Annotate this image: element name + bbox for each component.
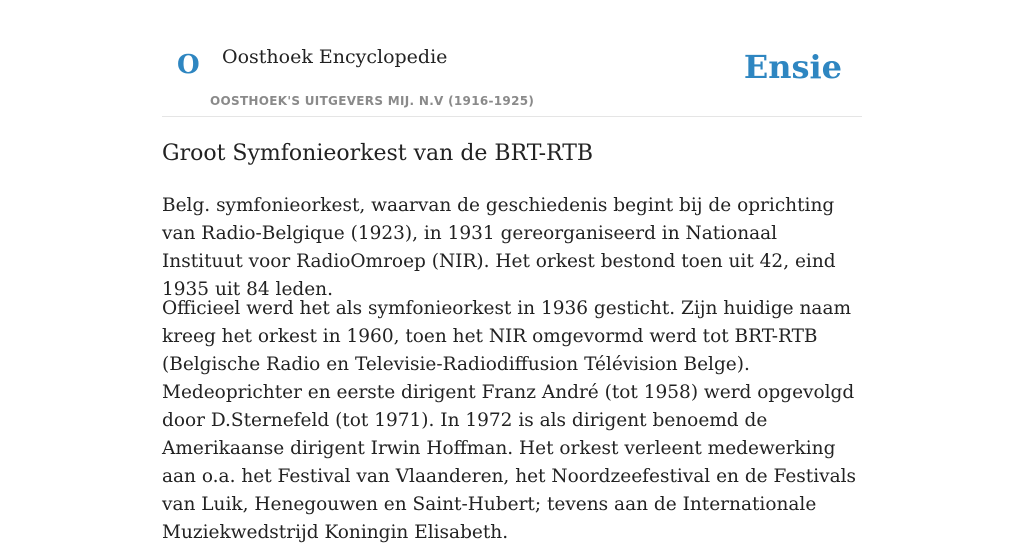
book-header	[162, 0, 862, 117]
book-title[interactable]: Oosthoek Encyclopedie	[222, 46, 448, 68]
article-paragraph-2: Officieel werd het als symfonieorkest in 1936 gesticht. Zijn huidige naam kreeg het orkest in 1960, toen het NIR omgevormd werd tot BRT-RTB (Belgische Radio en Televisie-Radiodiffusion Télévision Belge). Medeoprichter en eerste dirigent Franz André (tot 1958) werd opgevolgd door D.Sternefeld (tot 1971). In 1972 is als dirigent benoemd de Amerikaanse dirigent Irwin Hoffman. Het orkest verleent medewerking aan o.a. het Festival van Vlaanderen, het Noordzeefestival en de Festivals van Luik, Henegouwen en Saint-Hubert; tevens aan de Internationale Muziekwedstrijd Koningin Elisabeth.	[162, 298, 857, 543]
ensie-logo-link[interactable]: Ensie	[743, 48, 842, 86]
article-title: Groot Symfonieorkest van de BRT-RTB	[162, 141, 594, 166]
book-logo[interactable]: O	[177, 50, 200, 80]
publisher-label: OOSTHOEK'S UITGEVERS MIJ. N.V (1916-1925)	[210, 94, 535, 108]
article-paragraph-1: Belg. symfonieorkest, waarvan de geschiedenis begint bij de oprichting van Radio-Belgique (1923), in 1931 gereorganiseerd in Nationaal Instituut voor RadioOmroep (NIR). Het orkest bestond toen uit 42, eind 1935 uit 84 leden.	[162, 195, 836, 300]
content-column	[162, 0, 862, 543]
